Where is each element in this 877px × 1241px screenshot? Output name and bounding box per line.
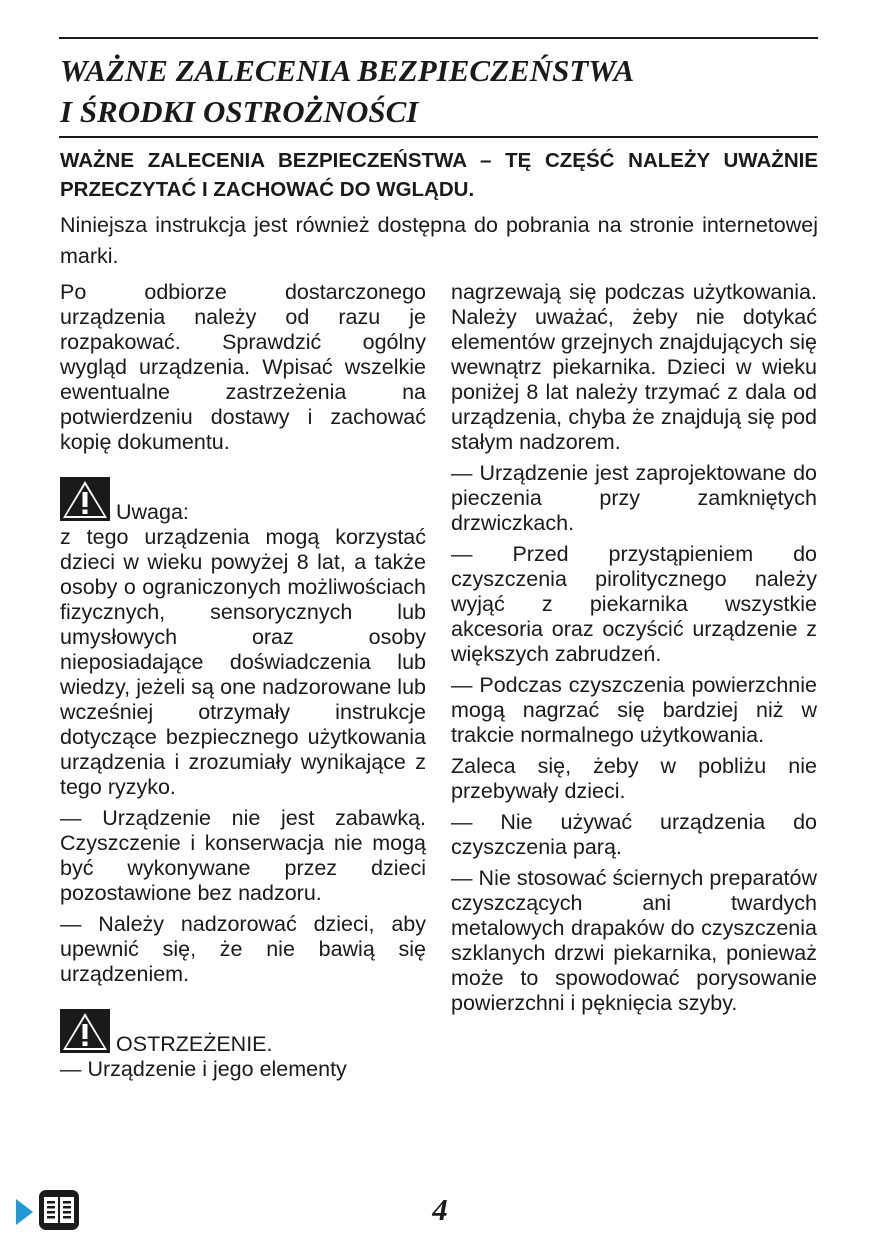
open-book-icon[interactable] (38, 1189, 80, 1231)
title-divider (59, 136, 818, 138)
caution-label: OSTRZEŻENIE. (116, 1032, 273, 1056)
warning-triangle-icon (60, 477, 110, 521)
paragraph-hot-elements-cont: nagrzewają się podczas użytkowania. Należy uważać, żeby nie dotykać elementów grzejnych znajdujących się wewnątrz piekarnika. Dzieci w wieku poniżej 8 lat należy trzymać z dala od urządzenia, chyba że znajdują się pod stałym nadzorem. (451, 280, 817, 454)
intro-paragraph: Niniejsza instrukcja jest również dostępna do pobrania na stronie internetowej marki. (60, 213, 818, 268)
page-title-line-2: I ŚRODKI OSTROŻNOŚCI (60, 94, 419, 129)
caution-notice (60, 1009, 426, 1056)
warning-label: Uwaga: (116, 500, 189, 524)
paragraph-no-abrasives: — Nie stosować ściernych preparatów czyszczących ani twardych metalowych drapaków do czyszczenia szklanych drzwi piekarnika, ponieważ może to spowodować porysowanie powierzchni i pęknięcia szyby. (451, 866, 817, 1015)
paragraph-no-steam: — Nie używać urządzenia do czyszczenia parą. (451, 810, 817, 859)
page-number: 4 (432, 1192, 448, 1227)
paragraph-supervise-children: — Należy nadzorować dzieci, aby upewnić się, że nie bawią się urządzeniem. (60, 912, 426, 986)
warning-triangle-icon (60, 1009, 110, 1053)
page-title-line-1: WAŻNE ZALECENIA BEZPIECZEŃSTWA (60, 53, 635, 88)
paragraph-keep-children-away: Zaleca się, żeby w pobliżu nie przebywały dzieci. (451, 754, 817, 803)
paragraph-unpacking: Po odbiorze dostarczonego urządzenia należy od razu je rozpakować. Sprawdzić ogólny wygląd urządzenia. Wpisać wszelkie ewentualne zastrzeżenia na potwierdzeniu dostawy i zachować kopię dokumentu. (60, 280, 426, 454)
top-rule (59, 37, 818, 39)
page-title (60, 50, 820, 132)
play-arrow-icon[interactable] (16, 1199, 33, 1225)
paragraph-pyrolytic-prep: — Przed przystąpieniem do czyszczenia pirolitycznego należy wyjąć z piekarnika wszystkie akcesoria oraz oczyścić urządzenie z większych zabrudzeń. (451, 542, 817, 666)
paragraph-hot-elements-start: — Urządzenie i jego elementy (60, 1057, 347, 1081)
warning-notice (60, 477, 426, 524)
right-column (451, 280, 817, 1022)
left-column (60, 280, 426, 1088)
section-subtitle: WAŻNE ZALECENIA BEZPIECZEŃSTWA – TĘ CZĘŚĆ NALEŻY UWAŻNIE PRZECZYTAĆ I ZACHOWAĆ DO WGLĄDU. (60, 149, 818, 201)
paragraph-not-a-toy: — Urządzenie nie jest zabawką. Czyszczenie i konserwacja nie mogą być wykonywane przez dzieci pozostawione bez nadzoru. (60, 806, 426, 905)
paragraph-closed-door: — Urządzenie jest zaprojektowane do pieczenia przy zamkniętych drzwiczkach. (451, 461, 817, 535)
paragraph-cleaning-heat: — Podczas czyszczenia powierzchnie mogą nagrzać się bardziej niż w trakcie normalnego użytkowania. (451, 673, 817, 747)
paragraph-children-use: z tego urządzenia mogą korzystać dzieci w wieku powyżej 8 lat, a także osoby o ograniczonych możliwościach fizycznych, sensorycznych lub umysłowych oraz osoby nieposiadające doświadczenia lub wiedzy, jeżeli są one nadzorowane lub wcześniej otrzymały instrukcje dotyczące bezpiecznego użytkowania urządzenia i zrozumiały wynikające z tego ryzyko. (60, 525, 426, 799)
